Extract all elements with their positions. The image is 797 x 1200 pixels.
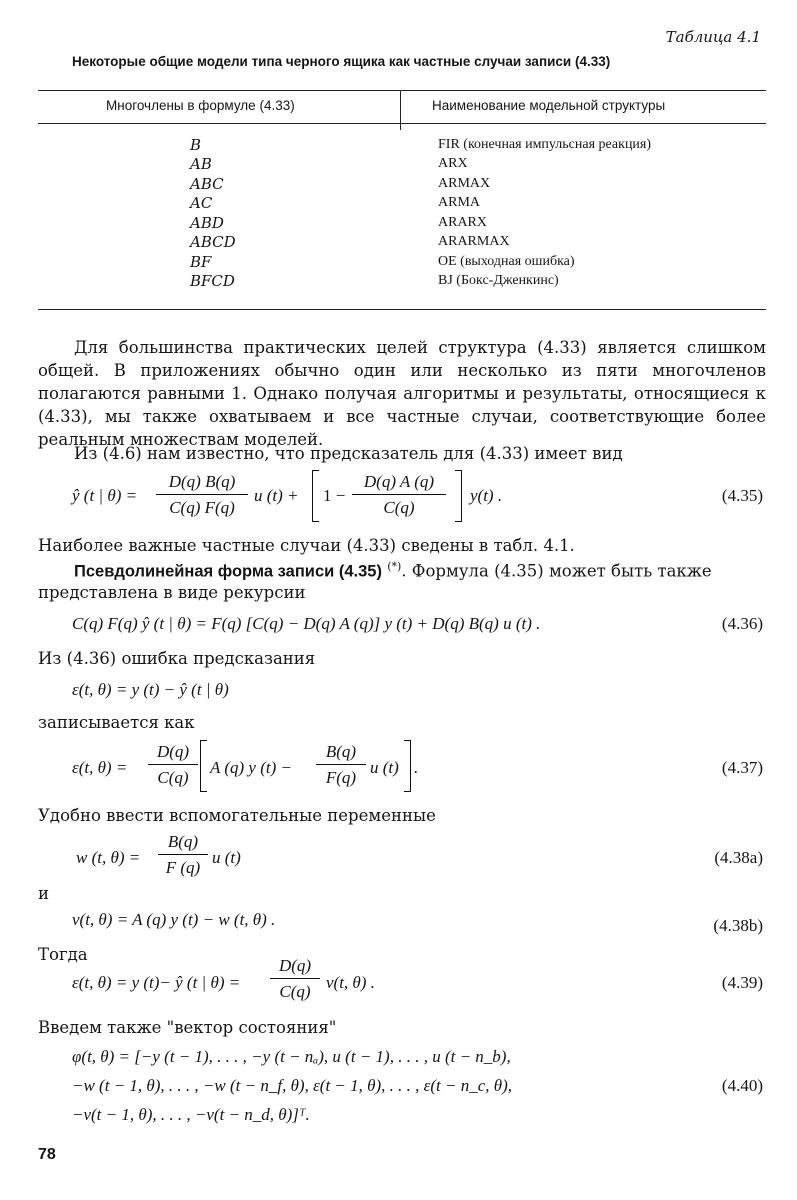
equation-term: 1 − [323, 486, 346, 505]
equation-line: φ(t, θ) = [−y (t − 1), . . . , −y (t − nₐ), u (t − 1), . . . , u (t − n_b), [72, 1047, 511, 1066]
table-row-name: BJ (Бокс-Дженкинс) [438, 273, 559, 288]
fraction [270, 956, 320, 1002]
table-row-name: ARARMAX [438, 234, 510, 249]
equation-number: (4.39) [721, 973, 763, 992]
table-row-poly: ABD [190, 214, 224, 232]
fraction-numerator: B(q) [316, 742, 366, 765]
table-row-poly: BF [190, 253, 212, 271]
table-row-poly: B [190, 136, 202, 154]
fraction [148, 742, 198, 788]
equation-term: u (t) [370, 758, 399, 777]
fraction-denominator: C(q) [383, 498, 415, 517]
table-bottom-rule [38, 309, 766, 310]
table-row-poly: BFCD [190, 272, 235, 290]
equation-number: (4.35) [721, 486, 763, 505]
fraction-denominator: C(q) [279, 982, 311, 1001]
table-title: Некоторые общие модели типа черного ящика как частные случаи записи (4.33) [72, 54, 611, 69]
equation: v(t, θ) = A (q) y (t) − w (t, θ) . [72, 910, 276, 929]
equation-number: (4.40) [721, 1076, 763, 1095]
table-row-poly: AC [190, 194, 213, 212]
equation-lhs: ε(t, θ) = y (t)− ŷ (t | θ) = [72, 973, 241, 992]
equation-lhs: ε(t, θ) = [72, 758, 128, 777]
table-row-name: ARMA [438, 195, 481, 210]
left-bracket [200, 740, 207, 792]
equation-term: u (t) [212, 848, 241, 867]
table-top-rule [38, 90, 766, 91]
equation-number: (4.38b) [713, 916, 763, 935]
paragraph: Тогда [38, 945, 88, 964]
equation-term: . [414, 758, 419, 777]
fraction [316, 742, 366, 788]
equation-number: (4.36) [721, 614, 763, 633]
equation: ε(t, θ) = y (t) − ŷ (t | θ) [72, 680, 229, 699]
equation-lhs: ŷ (t | θ) = [72, 486, 138, 505]
fraction-denominator: F(q) [325, 768, 357, 787]
fraction-denominator: C(q) [157, 768, 189, 787]
bold-heading: Псевдолинейная форма записи (4.35) [74, 562, 382, 581]
table-row-poly: ABC [190, 175, 224, 193]
paragraph: Введем также "вектор состояния" [38, 1018, 337, 1037]
table-row-name: ARARX [438, 215, 488, 230]
table-row-name: ARX [438, 156, 468, 171]
paragraph: Удобно ввести вспомогательные переменные [38, 806, 436, 825]
equation-number: (4.37) [721, 758, 763, 777]
table-row-name: FIR (конечная импульсная реакция) [438, 137, 652, 152]
fraction [156, 472, 248, 518]
fraction-numerator: D(q) [148, 742, 198, 765]
fraction [158, 832, 208, 878]
paragraph: Наиболее важные частные случаи (4.33) сведены в табл. 4.1. [38, 536, 575, 555]
equation-lhs: w (t, θ) = [76, 848, 141, 867]
fraction [352, 472, 446, 518]
table-label: Таблица 4.1 [665, 28, 761, 46]
page-number: 78 [38, 1146, 56, 1163]
equation-term: y(t) . [470, 486, 503, 505]
table-right-header: Наименование модельной структуры [432, 98, 666, 113]
fraction-numerator: D(q) [270, 956, 320, 979]
paragraph [74, 560, 712, 582]
paragraph: представлена в виде рекурсии [38, 583, 306, 602]
table-row-name: OE (выходная ошибка) [438, 254, 575, 269]
paragraph: Из (4.36) ошибка предсказания [38, 649, 316, 668]
equation-term: v(t, θ) . [326, 973, 375, 992]
table-row-name: ARMAX [438, 176, 491, 191]
fraction-numerator: D(q) B(q) [156, 472, 248, 495]
table-row-poly: AB [190, 155, 212, 173]
equation-number: (4.38a) [714, 848, 763, 867]
equation-term: A (q) y (t) − [210, 758, 292, 777]
table-column-divider [400, 90, 401, 130]
equation-line: −w (t − 1, θ), . . . , −w (t − n_f, θ), ε(t − 1, θ), . . . , ε(t − n_c, θ), [72, 1076, 513, 1095]
paragraph: записывается как [38, 713, 195, 732]
paragraph: и [38, 884, 49, 903]
left-bracket [312, 470, 319, 522]
table-left-header: Многочлены в формуле (4.33) [106, 98, 295, 113]
right-bracket [404, 740, 411, 792]
equation-term: u (t) + [254, 486, 299, 505]
table-header-rule [38, 123, 766, 124]
paragraph: Для большинства практических целей структура (4.33) является слишком общей. В приложениях обычно один или несколько из пяти многочленов полагаются равными 1. Однако получая алгоритмы и результаты, относящиеся к (4.33), мы также охватываем и все частные случаи, соответствующие более реальным множествам моделей. [38, 338, 766, 449]
paragraph-text: . Формула (4.35) может быть также [401, 561, 712, 581]
equation: C(q) F(q) ŷ (t | θ) = F(q) [C(q) − D(q) A (q)] y (t) + D(q) B(q) u (t) . [72, 614, 541, 633]
fraction-numerator: D(q) A (q) [352, 472, 446, 495]
footnote-mark: (*) [387, 560, 402, 573]
fraction-denominator: F (q) [165, 858, 201, 877]
table-row-poly: ABCD [190, 233, 236, 251]
right-bracket [455, 470, 462, 522]
paragraph: Из (4.6) нам известно, что предсказатель для (4.33) имеет вид [74, 444, 623, 463]
fraction-numerator: B(q) [158, 832, 208, 855]
equation-line: −v(t − 1, θ), . . . , −v(t − n_d, θ)]ᵀ. [72, 1105, 310, 1124]
fraction-denominator: C(q) F(q) [169, 498, 235, 517]
